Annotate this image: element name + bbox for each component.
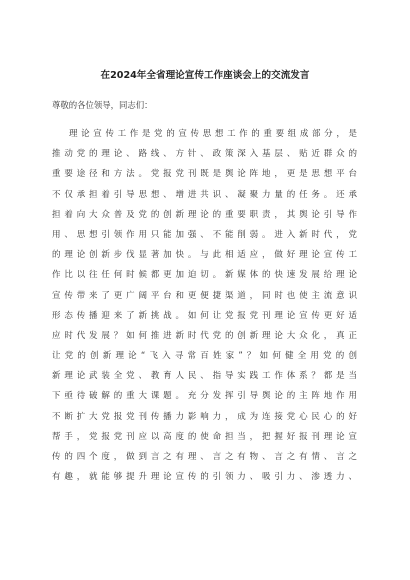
paragraph-line: 重要途径和方法。党报党刊既是舆论阵地，更是思想平台	[52, 169, 357, 180]
paragraph-line: 作比以往任何时候都更加迫切。新媒体的快速发展给理论	[52, 270, 357, 281]
paragraph-line: 担着向大众普及党的创新理论的重要职责，其舆论引导作	[52, 209, 357, 220]
paragraph-line: 让党的创新理论“飞入寻常百姓家”？如何健全用党的创	[52, 351, 357, 362]
document-title: 在2024年全省理论宣传工作座谈会上的交流发言	[100, 70, 310, 81]
paragraph-line: 传的四个度，做到言之有理、言之有物、言之有情、言之	[52, 452, 357, 462]
paragraph-line: 应时代发展？如何推进新时代党的创新理论大众化，真正	[52, 330, 357, 341]
paragraph-line: 不断扩大党报党刊传播力影响力，成为连接党心民心的好	[52, 411, 357, 422]
paragraph-line: 不仅承担着引导思想、增进共识、凝聚力量的任务。还承	[52, 189, 357, 200]
paragraph-line: 宣传带来了更广阔平台和更便捷渠道，同时也使主流意识	[52, 290, 357, 301]
body-paragraph	[52, 124, 357, 487]
paragraph-line: 形态传播迎来了新挑战。如何让党报党刊理论宣传更好适	[52, 310, 357, 321]
paragraph-line: 帮手，党报党刊应以高度的使命担当，把握好报刊理论宣	[52, 431, 357, 442]
paragraph-line: 下亟待破解的重大课题。充分发挥引导舆论的主阵地作用	[52, 391, 357, 402]
paragraph-line: 推动党的理论、路线、方针、政策深入基层、贴近群众的	[52, 149, 357, 160]
paragraph-line: 新理论武装全党、教育人民、指导实践工作体系？都是当	[52, 371, 357, 382]
paragraph-line: 的理论创新步伐显著加快。与此相适应，做好理论宣传工	[52, 250, 357, 261]
paragraph-line: 理论宣传工作是党的宣传思想工作的重要组成部分，是	[69, 129, 357, 139]
paragraph-line: 用、思想引领作用只能加强、不能削弱。进入新时代，党	[52, 229, 357, 240]
paragraph-line: 有趣，就能够提升理论宣传的引领力、吸引力、渗透力、	[52, 472, 357, 483]
salutation: 尊敬的各位领导，同志们：	[52, 100, 153, 110]
